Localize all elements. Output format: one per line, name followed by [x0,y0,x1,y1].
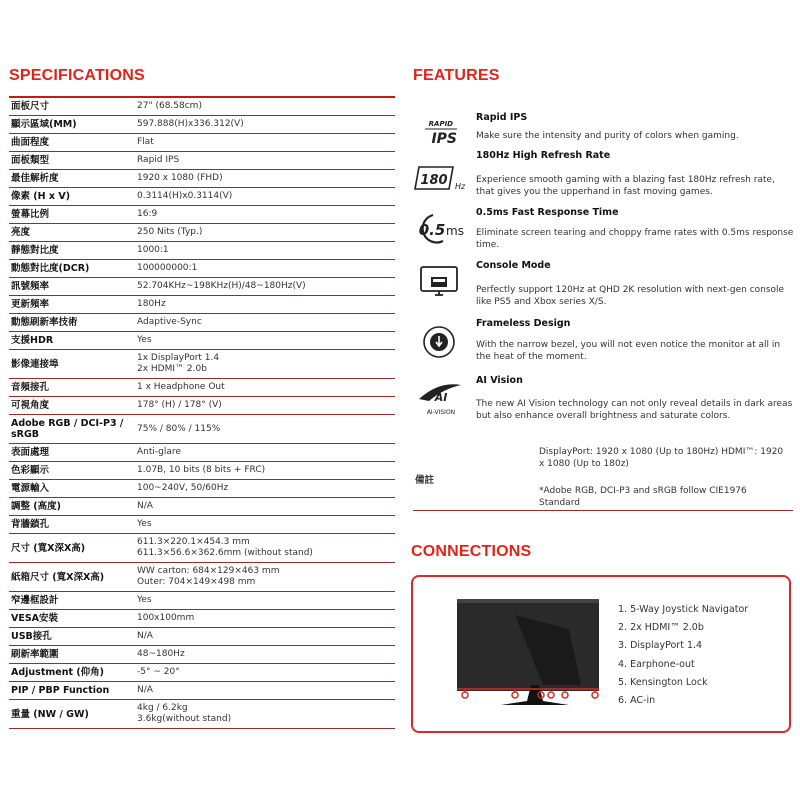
spec-row [9,242,395,260]
spec-label: 支援HDR [11,335,54,346]
connections-panel [411,575,791,733]
connections-list [618,601,748,710]
spec-label: Adobe RGB / DCI-P3 / sRGB [11,418,124,440]
connection-item: 6. AC-in [618,695,656,707]
spec-label: 更新頻率 [11,299,50,310]
svg-text:RAPID: RAPID [428,120,453,128]
feature-desc: Make sure the intensity and purity of colors when gaming. [476,131,739,141]
response-time-icon [413,209,469,249]
spec-value: 100~240V, 50/60Hz [137,483,229,493]
connection-item: 4. Earphone-out [618,658,695,670]
spec-label: USB接孔 [11,631,52,642]
spec-value: 178° (H) / 178° (V) [137,400,222,410]
refresh-rate-icon [413,158,469,198]
spec-row [9,224,395,242]
ai-vision-icon [413,377,469,417]
spec-row [9,379,395,397]
console-icon [413,262,469,302]
notes-line-2: *Adobe RGB, DCI-P3 and sRGB follow CIE1976 Standard [539,486,747,508]
spec-label: 電源輸入 [11,483,50,494]
spec-label: VESA安裝 [11,613,59,624]
port-marker-4 [548,692,554,698]
specifications-table [9,96,395,729]
spec-row [9,278,395,296]
spec-row [9,350,395,379]
feature-title: Rapid IPS [476,112,528,123]
spec-row [9,98,395,116]
notes-block [413,440,793,511]
frameless-icon [413,322,469,362]
spec-value: Rapid IPS [137,155,180,165]
spec-value: -5° ~ 20° [137,667,180,677]
feature-desc: Perfectly support 120Hz at QHD 2K resolution with next-gen console like PS5 and Xbox series X/S. [476,285,785,307]
spec-row [9,516,395,534]
spec-value: 16:9 [137,209,158,219]
spec-row [9,188,395,206]
spec-label: 面板類型 [11,155,50,166]
spec-value: 0.3114(H)x0.3114(V) [137,191,233,201]
spec-value: 180Hz [137,299,166,309]
spec-row [9,397,395,415]
spec-row [9,563,395,592]
feature-desc: Experience smooth gaming with a blazing fast 180Hz refresh rate, that gives you the upperhand in fast moving games. [476,175,775,197]
spec-value: Yes [137,335,152,345]
port-marker-2 [512,692,518,698]
spec-label: 音頻接孔 [11,382,50,393]
spec-value: N/A [137,501,153,511]
connection-item: 1. 5-Way Joystick Navigator [618,604,749,615]
svg-text:180: 180 [420,173,448,188]
spec-row [9,646,395,664]
feature-title: AI Vision [476,375,523,386]
spec-value: 1920 x 1080 (FHD) [137,173,223,183]
spec-label: 最佳解析度 [11,173,59,184]
spec-value: 1.07B, 10 bits (8 bits + FRC) [137,465,266,475]
spec-value: 75% / 80% / 115% [137,423,221,434]
spec-row [9,610,395,628]
features-heading: FEATURES [413,67,500,84]
spec-value: 100000000:1 [137,263,198,273]
port-marker-6 [592,692,598,698]
spec-label: Adjustment (仰角) [11,667,105,678]
spec-label: 紙箱尺寸 (寬X深X高) [11,571,105,583]
spec-label: 動態刷新率技術 [11,317,78,328]
connection-item: 2. 2x HDMI™ 2.0b [618,622,704,634]
connection-item: 5. Kensington Lock [618,676,708,688]
svg-text:IPS: IPS [431,131,457,147]
port-marker-5 [562,692,568,698]
spec-row [9,152,395,170]
spec-label: 曲面程度 [11,137,50,148]
spec-row [9,682,395,700]
connections-heading: CONNECTIONS [411,543,532,560]
feature-title: Frameless Design [476,318,571,329]
spec-label: 重量 (NW / GW) [11,708,89,720]
spec-row [9,664,395,682]
spec-row [9,592,395,610]
spec-label: 訊號頻率 [11,281,50,292]
spec-label: 面板尺寸 [11,101,50,112]
spec-row [9,116,395,134]
spec-row [9,415,395,444]
spec-label: 刷新率範圍 [11,649,59,660]
spec-label: 靜態對比度 [11,245,59,256]
spec-row [9,206,395,224]
spec-value: 597.888(H)x336.312(V) [137,119,244,129]
spec-label: 可視角度 [11,400,50,411]
spec-row [9,314,395,332]
spec-row [9,296,395,314]
spec-row [9,462,395,480]
spec-row [9,700,395,729]
spec-label: 尺寸 (寬X深X高) [11,542,86,554]
svg-text:AI-VISION: AI-VISION [426,409,456,416]
spec-value: Anti-glare [137,447,181,457]
spec-row [9,628,395,646]
spec-label: 調整 (高度) [11,501,61,512]
specifications-heading: SPECIFICATIONS [9,67,145,84]
spec-value: N/A [137,685,153,695]
spec-value: Yes [137,595,152,605]
feature-title: Console Mode [476,260,551,271]
spec-value: 100x100mm [137,613,195,623]
spec-row [9,534,395,563]
spec-value: 48~180Hz [137,649,185,659]
spec-label: 色彩顯示 [11,465,50,476]
spec-row [9,480,395,498]
port-marker-1 [462,692,468,698]
svg-text:Hz: Hz [455,182,466,191]
spec-value: 52.704KHz~198KHz(H)/48~180Hz(V) [137,281,306,291]
monitor-rear-illustration [419,585,599,725]
spec-value: 1000:1 [137,245,169,255]
spec-value: WW carton: 684×129×463 mm Outer: 704×149×498 mm [137,566,280,587]
spec-label: 螢幕比例 [11,209,50,220]
spec-label: 窄邊框設計 [11,595,59,606]
spec-value: 611.3×220.1×454.3 mm 611.3×56.6×362.6mm (without stand) [137,537,313,558]
spec-value: 27" (68.58cm) [137,101,202,111]
feature-title: 180Hz High Refresh Rate [476,150,611,161]
spec-value: N/A [137,631,153,641]
spec-row [9,444,395,462]
spec-row [9,170,395,188]
spec-value: Adaptive-Sync [137,317,202,327]
spec-label: 表面處理 [11,447,50,458]
spec-label: 顯示區域(MM) [11,119,77,130]
spec-label: 背牆鎖孔 [11,519,50,530]
spec-row [9,260,395,278]
feature-desc: Eliminate screen tearing and choppy frame rates with 0.5ms response time. [476,228,794,250]
spec-label: 亮度 [11,227,31,238]
spec-row [9,498,395,516]
svg-text:0.5: 0.5 [418,221,446,239]
rapid-ips-icon [413,112,469,152]
svg-text:AI: AI [434,391,448,404]
feature-desc: With the narrow bezel, you will not even notice the monitor at all in the heat of the moment. [476,340,781,362]
connection-item: 3. DisplayPort 1.4 [618,640,703,652]
spec-value: Yes [137,519,152,529]
feature-desc: The new AI Vision technology can not only reveal details in dark areas but also enhance overall brightness and saturate colors. [476,399,793,421]
spec-value: 1x DisplayPort 1.4 2x HDMI™ 2.0b [137,353,220,374]
feature-title: 0.5ms Fast Response Time [476,207,619,218]
notes-line-1: DisplayPort: 1920 x 1080 (Up to 180Hz) HDMI™: 1920 x 1080 (Up to 180z) [539,447,784,469]
spec-label: 影像連接埠 [11,358,59,370]
spec-value: 4kg / 6.2kg 3.6kg(without stand) [137,703,232,724]
spec-label: 動態對比度(DCR) [11,263,90,274]
spec-label: 像素 (H x V) [11,191,71,202]
spec-value: 250 Nits (Typ.) [137,227,203,237]
spec-row [9,332,395,350]
spec-value: Flat [137,137,154,147]
spec-label: PIP / PBP Function [11,685,110,696]
spec-value: 1 x Headphone Out [137,382,225,392]
notes-label: 備註 [415,475,435,486]
spec-row [9,134,395,152]
svg-text:ms: ms [446,224,464,238]
